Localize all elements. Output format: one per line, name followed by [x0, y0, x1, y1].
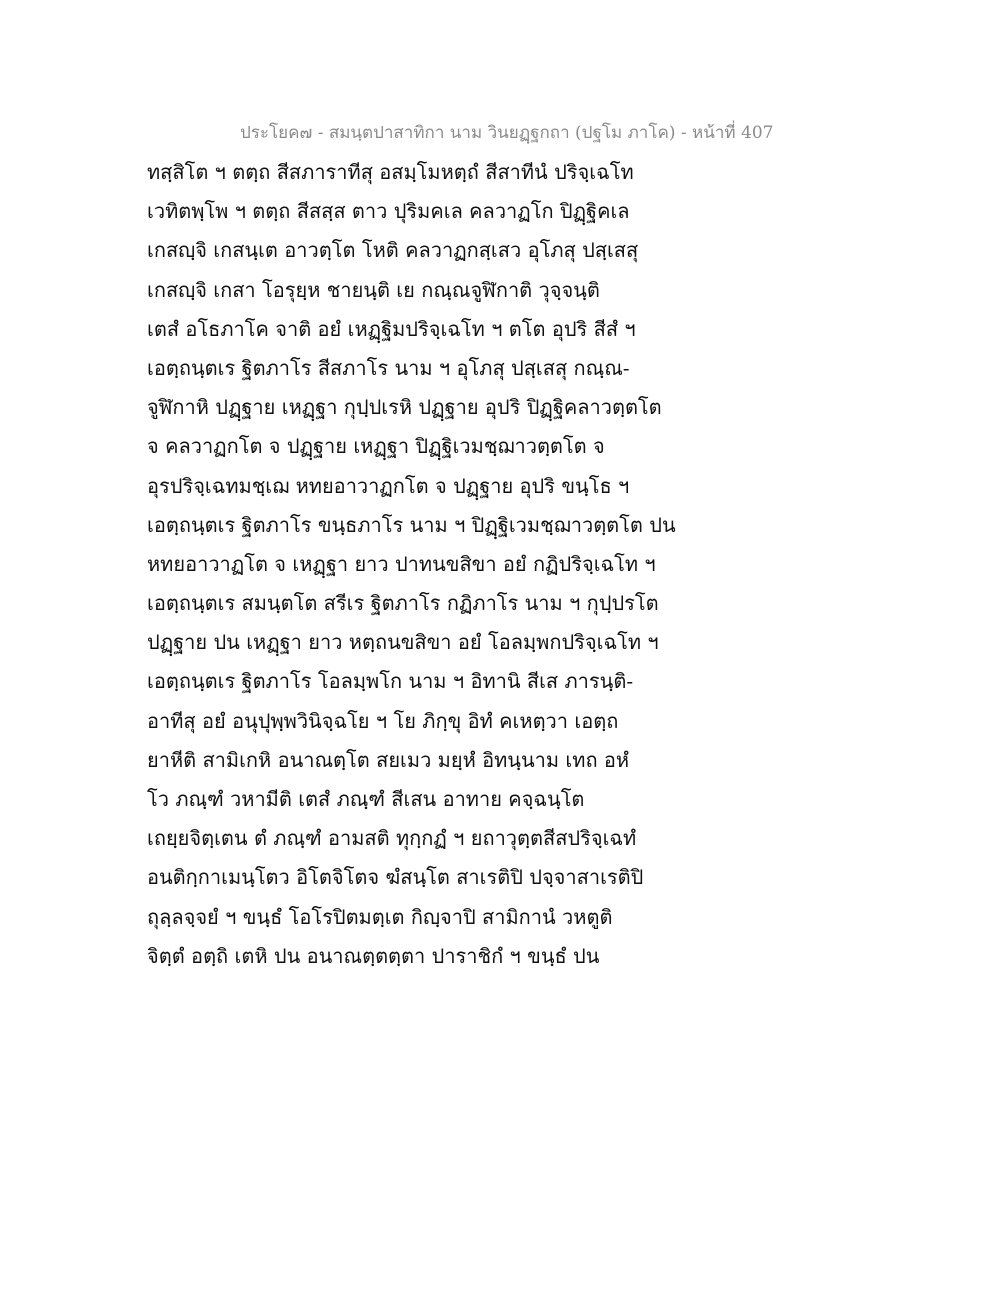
running-header: ประโยค๗ - สมนฺตปาสาทิกา นาม วินยฏฺฐกถา (ปฐโม ภาโค) - หน้าที่ 407: [240, 123, 774, 143]
text-line: จูฬิกาหิ ปฏฺฐาย เหฏฺฐา กุปฺปเรหิ ปฏฺฐาย อุปริ ปิฏฺฐิคลาวตฺตโต: [147, 395, 662, 420]
text-line: เวทิตพฺโพ ฯ ตตฺถ สีสสฺส ตาว ปุริมคเล คลวาฏโก ปิฏฺฐิคเล: [147, 199, 630, 224]
text-line: เอตฺถนฺตเร สมนฺตโต สรีเร ฐิตภาโร กฏิภาโร นาม ฯ กุปฺปรโต: [147, 591, 659, 616]
text-line: จ คลวาฏกโต จ ปฏฺฐาย เหฏฺฐา ปิฏฺฐิเวมชฺฌาวตฺตโต จ: [147, 434, 605, 459]
body-text: [147, 157, 707, 980]
text-line: ทสฺสิโต ฯ ตตฺถ สีสภาราทีสุ อสมฺโมหตฺถํ สีสาทีนํ ปริจฺเฉโท: [147, 160, 634, 184]
text-line: เกสญฺจิ เกสนฺเต อาวตฺโต โหติ คลวาฏกสฺเสว อุโภสุ ปสฺเสสุ: [147, 238, 639, 263]
text-line: เอตฺถนฺตเร ฐิตภาโร โอลมฺพโก นาม ฯ อิทานิ สีเส ภารนฺติ-: [147, 669, 634, 694]
text-line: เอตฺถนฺตเร ฐิตภาโร สีสภาโร นาม ฯ อุโภสุ ปสฺเสสุ กณฺณ-: [147, 355, 630, 380]
text-line: เอตฺถนฺตเร ฐิตภาโร ขนฺธภาโร นาม ฯ ปิฏฺฐิเวมชฺฌาวตฺตโต ปน: [147, 512, 676, 537]
text-line: โว ภณฺฑํ วหามีติ เตสํ ภณฺฑํ สีเสน อาทาย คจฺฉนฺโต: [147, 787, 585, 811]
text-line: หทยอาวาฏโต จ เหฏฺฐา ยาว ปาทนขสิขา อยํ กฏิปริจฺเฉโท ฯ: [147, 551, 656, 576]
text-line: ยาหีติ สามิเกหิ อนาณตฺโต สยเมว มยฺหํ อิทนฺนาม เทถ อหํ: [147, 747, 630, 772]
text-line: เถยฺยจิตฺเตน ตํ ภณฺฑํ อามสติ ทุกฺกฏํ ฯ ยถาวุตฺตสีสปริจฺเฉทํ: [147, 826, 637, 851]
text-line: จิตฺตํ อตฺถิ เตหิ ปน อนาณตฺตตฺตา ปาราชิกํ ฯ ขนฺธํ ปน: [147, 943, 600, 968]
text-line: ปฏฺฐาย ปน เหฏฺฐา ยาว หตฺถนขสิขา อยํ โอลมฺพกปริจฺเฉโท ฯ: [147, 630, 659, 655]
text-line: เกสญฺจิ เกสา โอรุยฺห ชายนฺติ เย กณฺณจูฬิกาติ วุจฺจนฺติ: [147, 277, 600, 302]
text-line: เตสํ อโธภาโค จาติ อยํ เหฏฺฐิมปริจฺเฉโท ฯ ตโต อุปริ สีสํ ฯ: [147, 316, 636, 341]
text-line: อนติกฺกาเมนฺโตว อิโตจิโตจ ฆํสนฺโต สาเรติปิ ปจฺจาสาเรติปิ: [147, 865, 644, 890]
text-line: อุรปริจฺเฉทมชฺเฌ หทยอาวาฏกโต จ ปฏฺฐาย อุปริ ขนฺโธ ฯ: [147, 473, 630, 498]
text-line: อาทีสุ อยํ อนุปุพฺพวินิจฺฉโย ฯ โย ภิกฺขุ อิทํ คเหตฺวา เอตฺถ: [147, 708, 619, 733]
text-line: ถุลฺลจฺจยํ ฯ ขนฺธํ โอโรปิตมตฺเต กิญฺจาปิ สามิกานํ วหตูติ: [147, 904, 613, 929]
